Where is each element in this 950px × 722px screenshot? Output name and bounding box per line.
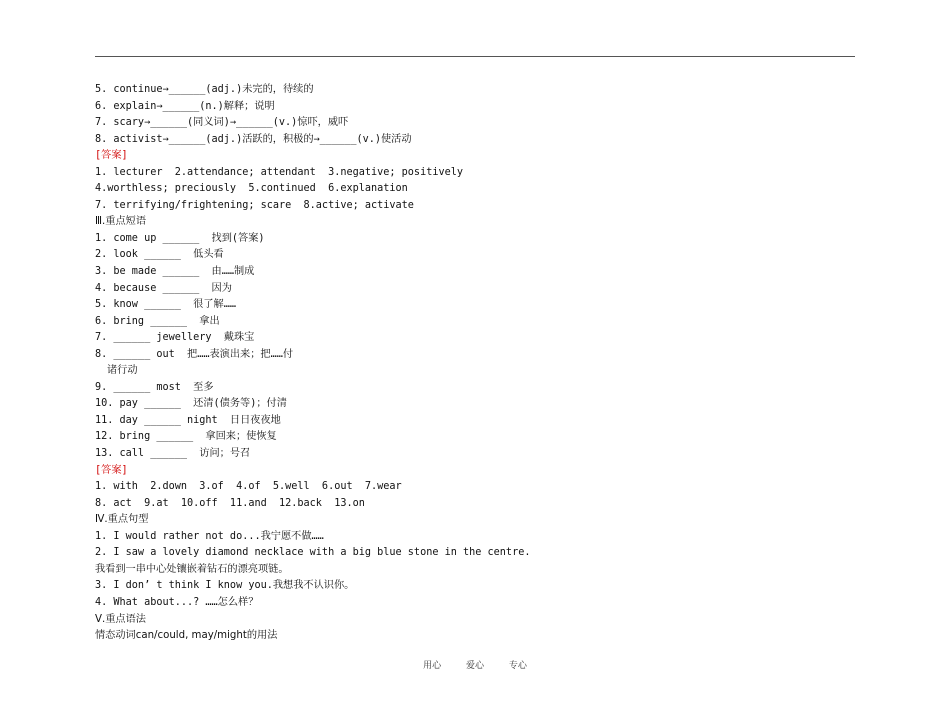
text-line: 8. act 9.at 10.off 11.and 12.back 13.on: [95, 497, 365, 509]
text-line: 5. know ______ 很了解……: [95, 299, 236, 311]
text-line: 7. ______ jewellery 戴珠宝: [95, 332, 255, 344]
text-line: 7. terrifying/frightening; scare 8.active; activate: [95, 199, 414, 211]
text-line: 4. because ______ 因为: [95, 282, 232, 294]
section-heading: Ⅳ.重点句型: [95, 514, 149, 526]
text-line: 6. bring ______ 拿出: [95, 315, 220, 327]
text-line: 13. call ______ 访问；号召: [95, 448, 251, 460]
text-line: 4.worthless; preciously 5.continued 6.explanation: [95, 183, 408, 195]
text-line: 1. I would rather not do...我宁愿不做……: [95, 530, 324, 542]
text-line: 2. I saw a lovely diamond necklace with a big blue stone in the centre.: [95, 547, 531, 559]
text-line: 11. day ______ night 日日夜夜地: [95, 414, 281, 426]
section-heading: 情态动词can/could, may/might的用法: [95, 630, 278, 642]
text-line: 5. continue→______(adj.)未完的，待续的: [95, 84, 314, 95]
answer-label: [答案]: [95, 150, 128, 162]
section-heading: Ⅴ.重点语法: [95, 613, 146, 625]
text-line: 2. look ______ 低头看: [95, 249, 224, 261]
text-line: 10. pay ______ 还清(债务等)；付清: [95, 398, 287, 410]
page-footer: 用心 爱心 专心: [423, 661, 527, 671]
text-line: 4. What about...? ……怎么样？: [95, 596, 259, 608]
text-line: 1. lecturer 2.attendance; attendant 3.negative; positively: [95, 166, 464, 178]
answer-label: [答案]: [95, 464, 128, 476]
text-line: 我看到一串中心处镶嵌着钻石的漂亮项链。: [95, 563, 289, 575]
section-heading: Ⅲ.重点短语: [95, 216, 147, 228]
text-line: 诸行动: [107, 365, 138, 377]
header-rule: [95, 56, 855, 57]
text-line: 6. explain→______(n.)解释；说明: [95, 100, 275, 112]
text-line: 7. scary→______(同义词)→______(v.)惊吓，威吓: [95, 117, 349, 129]
text-line: 3. be made ______ 由……制成: [95, 266, 255, 278]
text-line: 3. I don’ t think I know you.我想我不认识你。: [95, 580, 355, 592]
text-line: 12. bring ______ 拿回来；使恢复: [95, 431, 277, 443]
text-line: 1. with 2.down 3.of 4.of 5.well 6.out 7.wear: [95, 481, 402, 493]
document-body: [95, 82, 855, 645]
text-line: 8. ______ out 把……表演出来；把……付: [95, 348, 294, 360]
text-line: 8. activist→______(adj.)活跃的，积极的→______(v.)使活动: [95, 133, 412, 145]
text-line: 9. ______ most 至多: [95, 381, 214, 393]
text-line: 1. come up ______ 找到(答案): [95, 232, 265, 244]
